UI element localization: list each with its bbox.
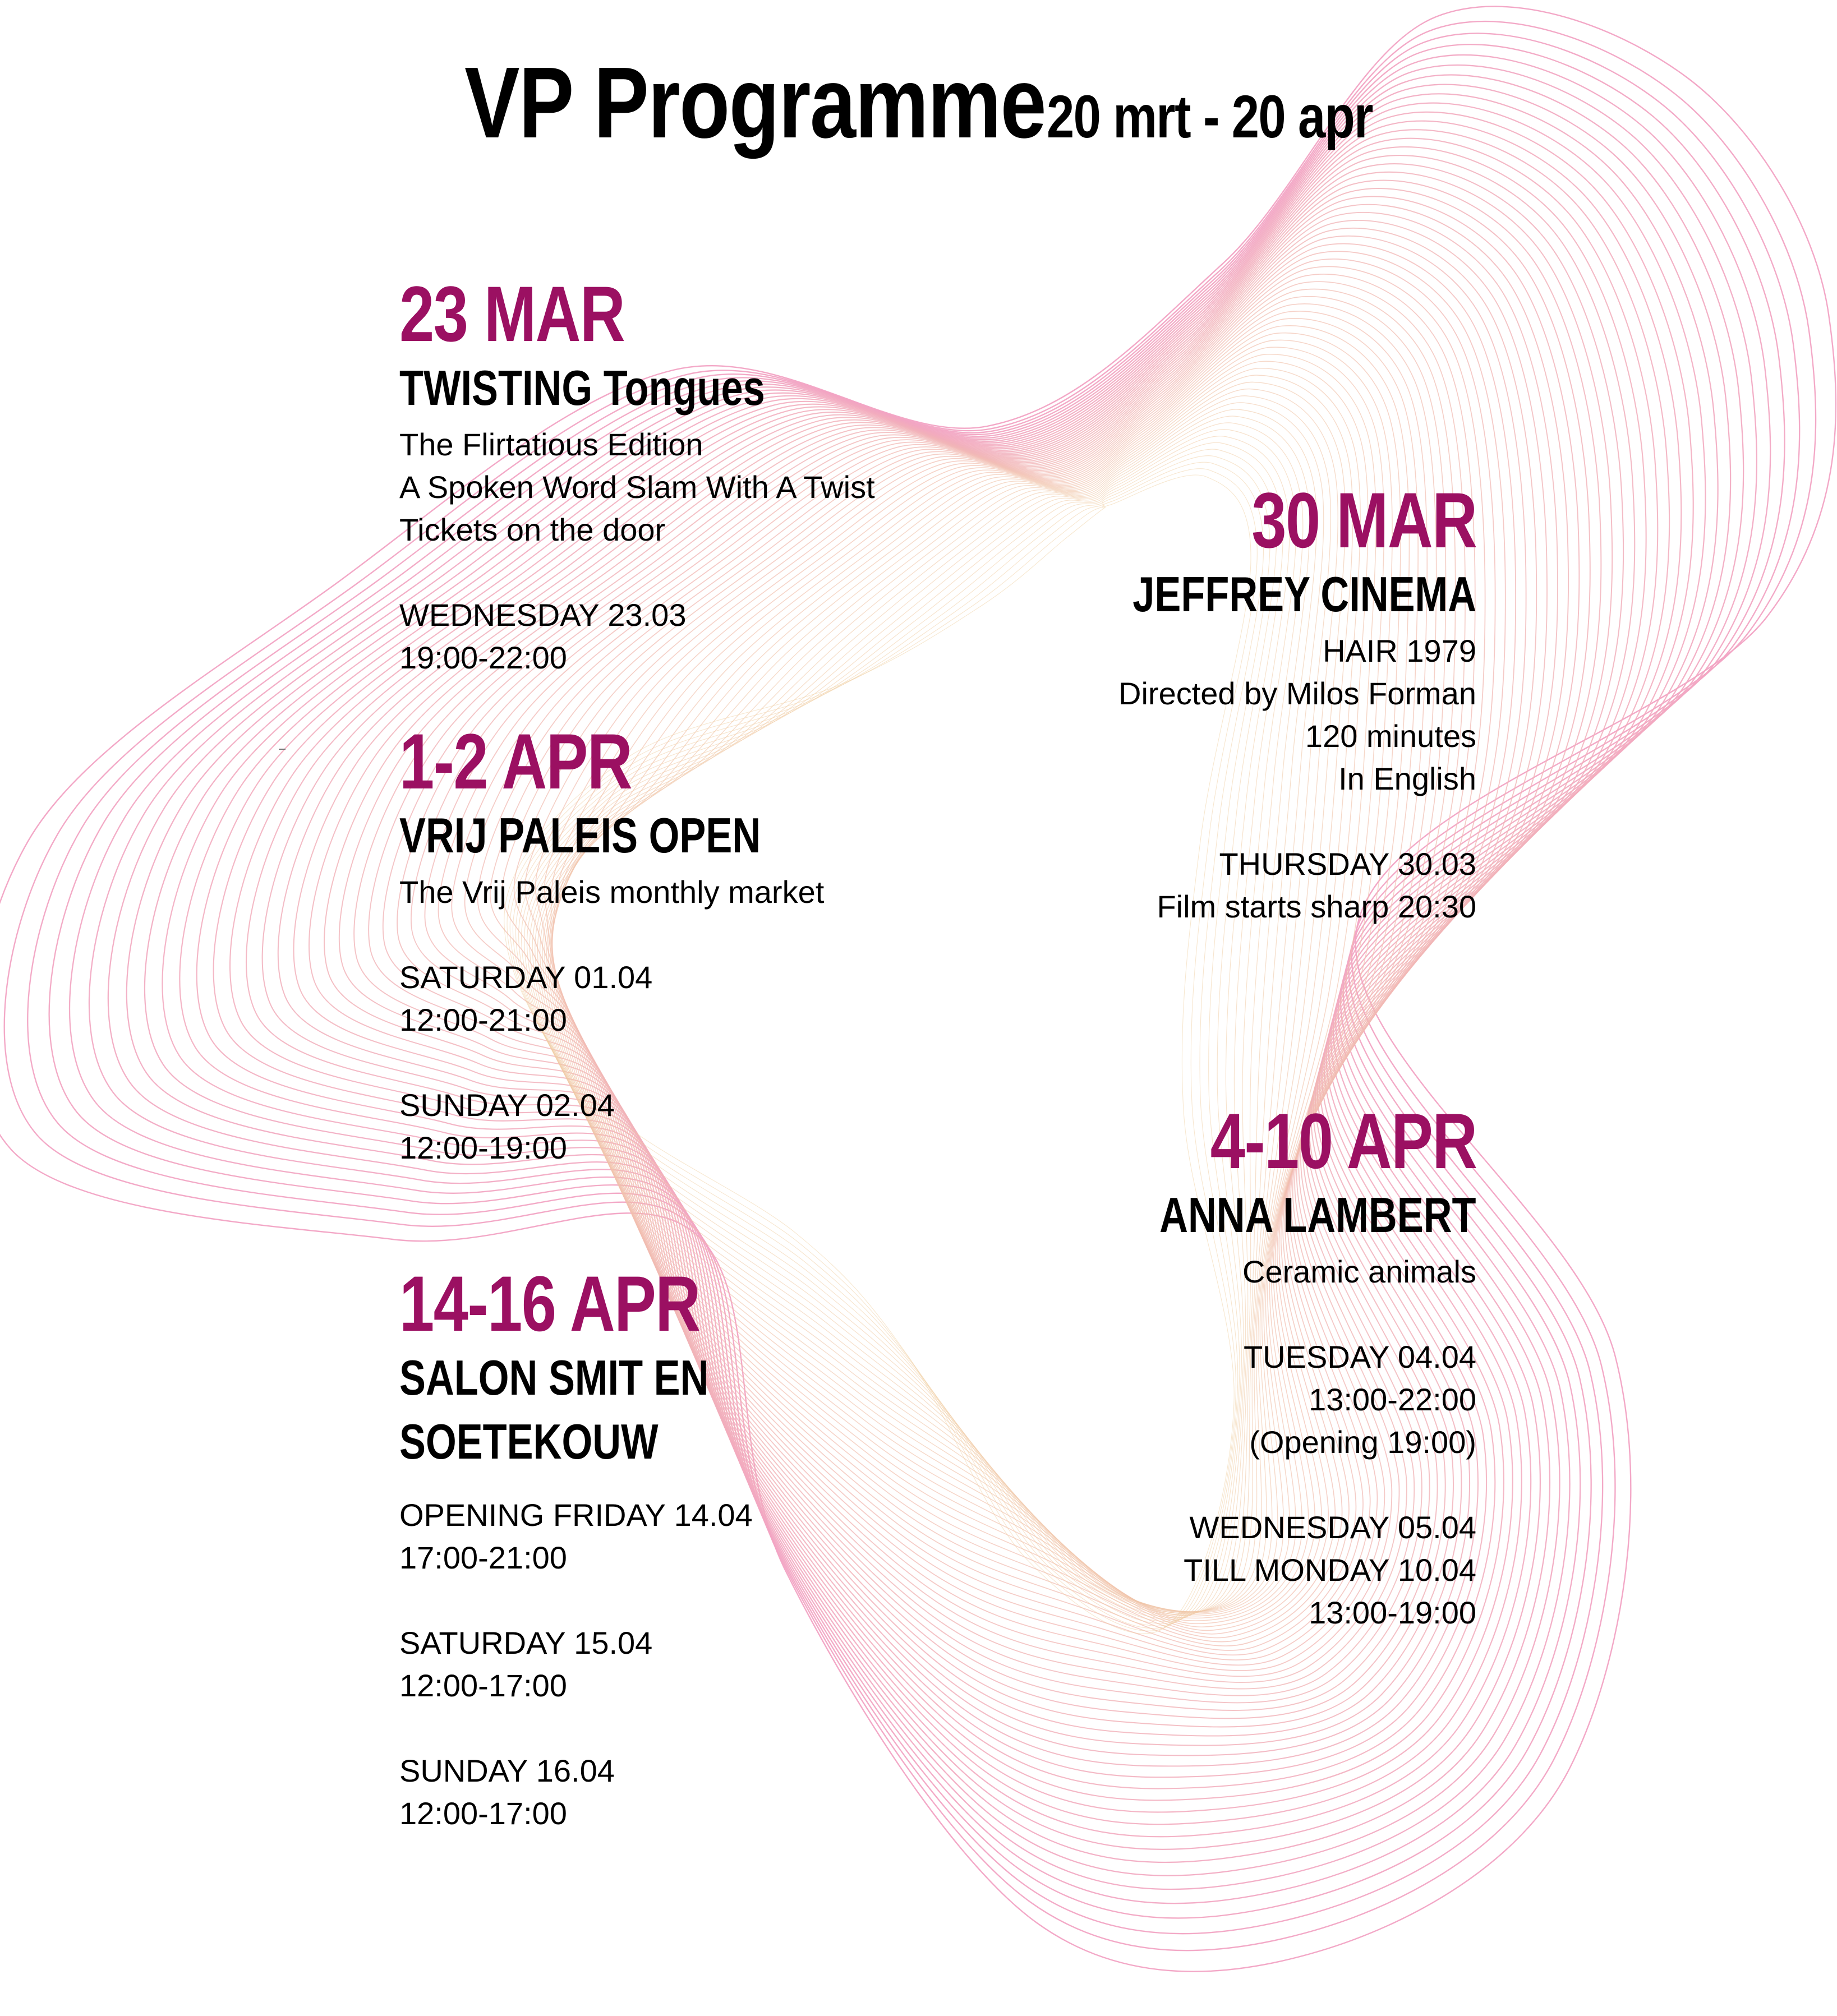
event-description-line: The Flirtatious Edition [399,427,703,462]
event-schedule-time: 12:00-21:00 [399,1002,567,1037]
event-schedule-day: SATURDAY 15.04 [399,1625,653,1660]
event-schedule-note: (Opening 19:00) [1249,1424,1476,1460]
event-name: ANNA LAMBERT [1159,1187,1476,1243]
event-description-line: A Spoken Word Slam With A Twist [399,469,875,505]
event-schedule-day: THURSDAY 30.03 [1219,846,1476,882]
event-schedule-time: 13:00-22:00 [1309,1382,1476,1417]
event-description-line: Tickets on the door [399,512,666,547]
event-schedule-time: 12:00-17:00 [399,1668,567,1703]
event-schedule-time: 12:00-17:00 [399,1796,567,1831]
event-schedule-time: 19:00-22:00 [399,640,567,675]
poster-title [165,45,1672,161]
event-description-line: Directed by Milos Forman [1118,676,1476,711]
event-schedule-day: SATURDAY 01.04 [399,959,653,995]
event-schedule-time: 12:00-19:00 [399,1130,567,1165]
stray-dash-mark [279,749,286,750]
event-date: 14-16 APR [399,1260,700,1348]
event-schedule-time: 13:00-19:00 [1309,1595,1476,1630]
event-name: JEFFREY CINEMA [1132,566,1476,622]
event-name: TWISTING Tongues [399,360,765,416]
event-details [399,1494,1016,1835]
event-name: VRIJ PALEIS OPEN [399,808,761,863]
event-schedule-day: TILL MONDAY 10.04 [1184,1552,1476,1588]
event-name-line: SALON SMIT EN [399,1350,709,1405]
event-description-line: The Vrij Paleis monthly market [399,874,825,910]
event-schedule-day: SUNDAY 16.04 [399,1753,615,1788]
event-schedule-day: WEDNESDAY 05.04 [1189,1510,1476,1545]
event-description-line: HAIR 1979 [1323,633,1476,668]
event-schedule-day: WEDNESDAY 23.03 [399,597,687,633]
event-date: 30 MAR [1251,476,1476,564]
event-description-line: 120 minutes [1305,718,1476,754]
event-salon-smit-en-soetekouw [399,1262,1016,1835]
event-schedule-day: TUESDAY 04.04 [1243,1339,1476,1374]
event-date: 4-10 APR [1210,1097,1476,1185]
event-date: 1-2 APR [399,717,632,805]
event-description-line: In English [1338,761,1476,796]
event-schedule-day: SUNDAY 02.04 [399,1087,615,1123]
title-main: VP Programme [464,47,1046,159]
event-schedule-day: OPENING FRIDAY 14.04 [399,1497,753,1533]
event-schedule-time: 17:00-21:00 [399,1540,567,1575]
event-schedule-time: Film starts sharp 20:30 [1157,889,1476,924]
event-name-line: SOETEKOUW [399,1414,659,1469]
event-description-line: Ceramic animals [1242,1254,1476,1289]
event-date: 23 MAR [399,270,625,358]
title-date-range: 20 mrt - 20 apr [1047,82,1373,150]
